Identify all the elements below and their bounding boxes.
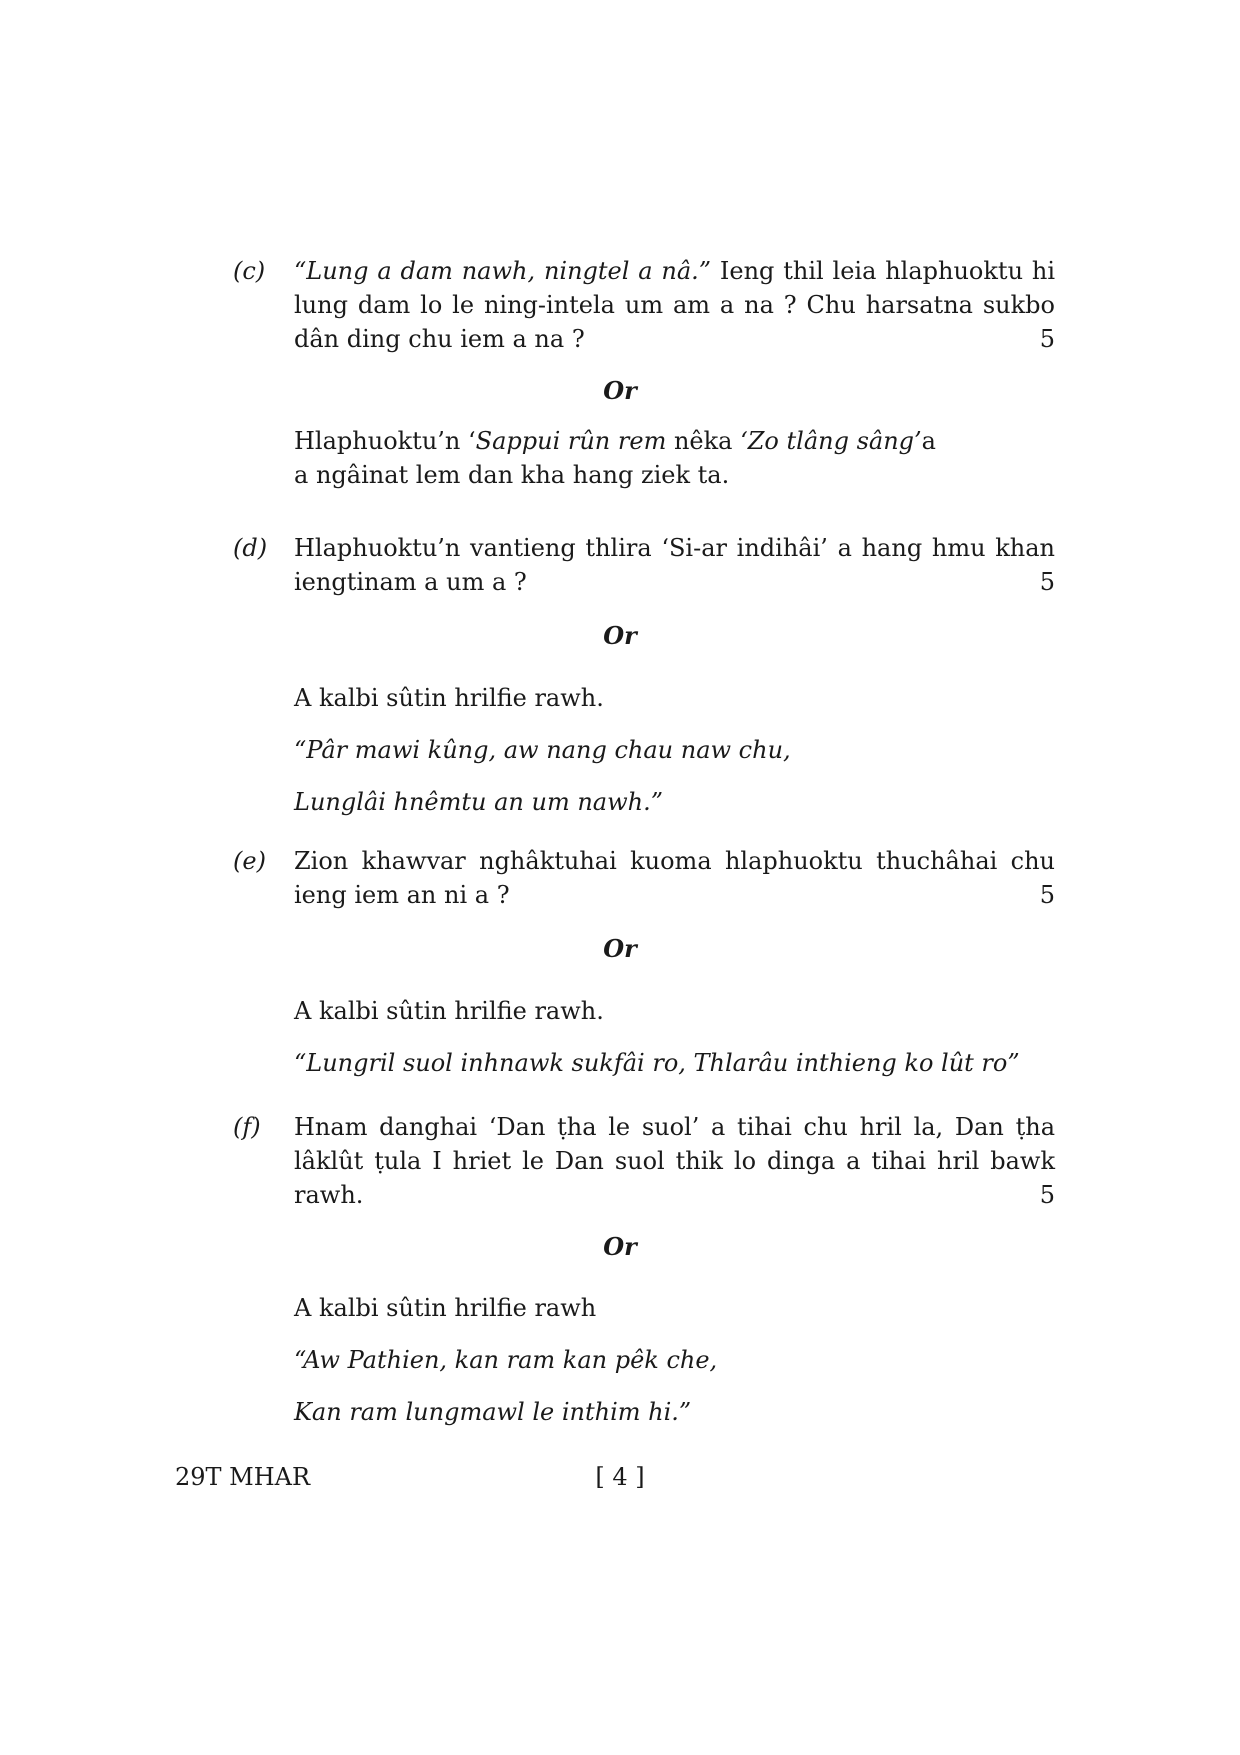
verse-line: “Aw Pathien, kan ram kan pêk che, — [294, 1346, 718, 1374]
alternative-c: Hlaphuoktu’n ‘Sappui rûn rem nêka ‘Zo tlâng sâng’a a ngâinat lem dan kha hang ziek ta. — [294, 427, 936, 489]
page-number: [ 4 ] — [595, 1463, 645, 1491]
alternative-e — [294, 985, 1054, 1089]
instruction: A kalbi sûtin hrilfie rawh. — [294, 997, 604, 1025]
or-divider: Or — [603, 621, 637, 650]
paper-code: 29T MHAR — [175, 1463, 311, 1491]
instruction: A kalbi sûtin hrilfie rawh. — [294, 684, 604, 712]
alternative-d — [294, 672, 1054, 828]
alternative-f — [294, 1282, 1054, 1438]
verse-line: Lunglâi hnêmtu an um nawh.” — [294, 788, 664, 816]
or-divider: Or — [603, 934, 637, 963]
question-text: “Lung a dam nawh, ningtel a nâ.” Ieng thil leia hlaphuoktu hi lung dam lo le ning-intela um am a na ? Chu harsatna sukbo dân ding chu iem a na ? — [294, 257, 1055, 353]
verse-line: “Pâr mawi kûng, aw nang chau naw chu, — [294, 736, 791, 764]
marks: 5 — [1039, 1181, 1055, 1209]
question-f — [233, 1110, 1055, 1212]
verse-line: “Lungril suol inhnawk sukfâi ro, Thlarâu inthieng ko lût ro” — [294, 1049, 1020, 1077]
song-title: ‘Zo tlâng sâng’ — [740, 427, 922, 455]
quote: “Lung a dam nawh, ningtel a nâ.” — [294, 257, 712, 285]
question-label: (c) — [233, 257, 266, 285]
question-label: (e) — [233, 847, 266, 875]
marks: 5 — [1039, 568, 1055, 596]
question-text: Hlaphuoktu’n vantieng thlira ‘Si-ar indihâi’ a hang hmu khan iengtinam a um a ? — [294, 534, 1055, 596]
verse-line: Kan ram lungmawl le inthim hi.” — [294, 1398, 692, 1426]
question-d — [233, 531, 1055, 599]
question-c — [233, 254, 1055, 356]
instruction: A kalbi sûtin hrilfie rawh — [294, 1294, 597, 1322]
marks: 5 — [1039, 881, 1055, 909]
question-label: (f) — [233, 1113, 261, 1141]
marks: 5 — [1039, 325, 1055, 353]
question-text: Hnam danghai ‘Dan ṭha le suol’ a tihai chu hril la, Dan ṭha lâklût ṭula I hriet le Dan suol thik lo dinga a tihai hril bawk rawh. — [294, 1113, 1055, 1209]
or-divider: Or — [603, 1232, 637, 1261]
or-divider: Or — [603, 376, 637, 405]
song-title: Sappui rûn rem — [475, 427, 667, 455]
question-text: Zion khawvar nghâktuhai kuoma hlaphuoktu thuchâhai chu ieng iem an ni a ? — [294, 847, 1055, 909]
question-label: (d) — [233, 534, 268, 562]
question-e — [233, 844, 1055, 912]
